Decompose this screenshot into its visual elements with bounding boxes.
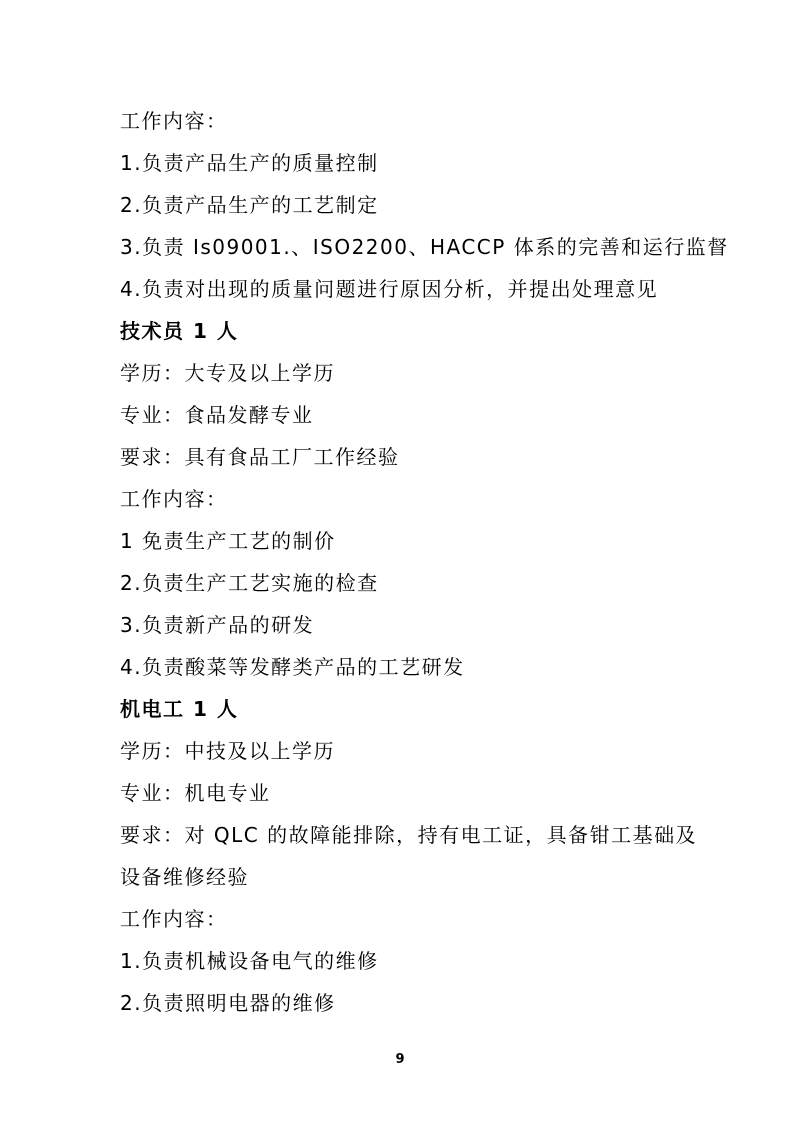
text-line: 2.负责生产工艺实施的检查	[120, 571, 379, 595]
section-heading-technician: 技术员 1 人	[120, 319, 239, 343]
text-line: 要求：具有食品工厂工作经验	[120, 445, 400, 469]
text-line: 工作内容：	[120, 907, 228, 931]
text-line: 学历：中技及以上学历	[120, 739, 335, 763]
text-line: 设备维修经验	[120, 865, 249, 889]
text-line: 要求：对 QLC 的故障能排除，持有电工证，具备钳工基础及	[120, 823, 698, 847]
text-line: 1.负责机械设备电气的维修	[120, 949, 379, 973]
text-line: 工作内容：	[120, 487, 228, 511]
text-line: 2.负责产品生产的工艺制定	[120, 193, 379, 217]
text-line: 2.负责照明电器的维修	[120, 991, 336, 1015]
text-line: 工作内容：	[120, 109, 228, 133]
section-heading-electrician: 机电工 1 人	[120, 697, 239, 721]
document-body	[120, 100, 729, 1024]
text-line: 4.负责酸菜等发酵类产品的工艺研发	[120, 655, 465, 679]
text-line: 学历：大专及以上学历	[120, 361, 335, 385]
page-number: 9	[395, 1052, 405, 1067]
text-line: 3.负责 Is09001.、ISO2200、HACCP 体系的完善和运行监督	[120, 235, 729, 259]
text-line: 3.负责新产品的研发	[120, 613, 315, 637]
text-line: 4.负责对出现的质量问题进行原因分析，并提出处理意见	[120, 277, 659, 301]
text-line: 专业：食品发酵专业	[120, 403, 314, 427]
text-line: 专业：机电专业	[120, 781, 271, 805]
text-line: 1 免责生产工艺的制价	[120, 529, 336, 553]
text-line: 1.负责产品生产的质量控制	[120, 151, 379, 175]
